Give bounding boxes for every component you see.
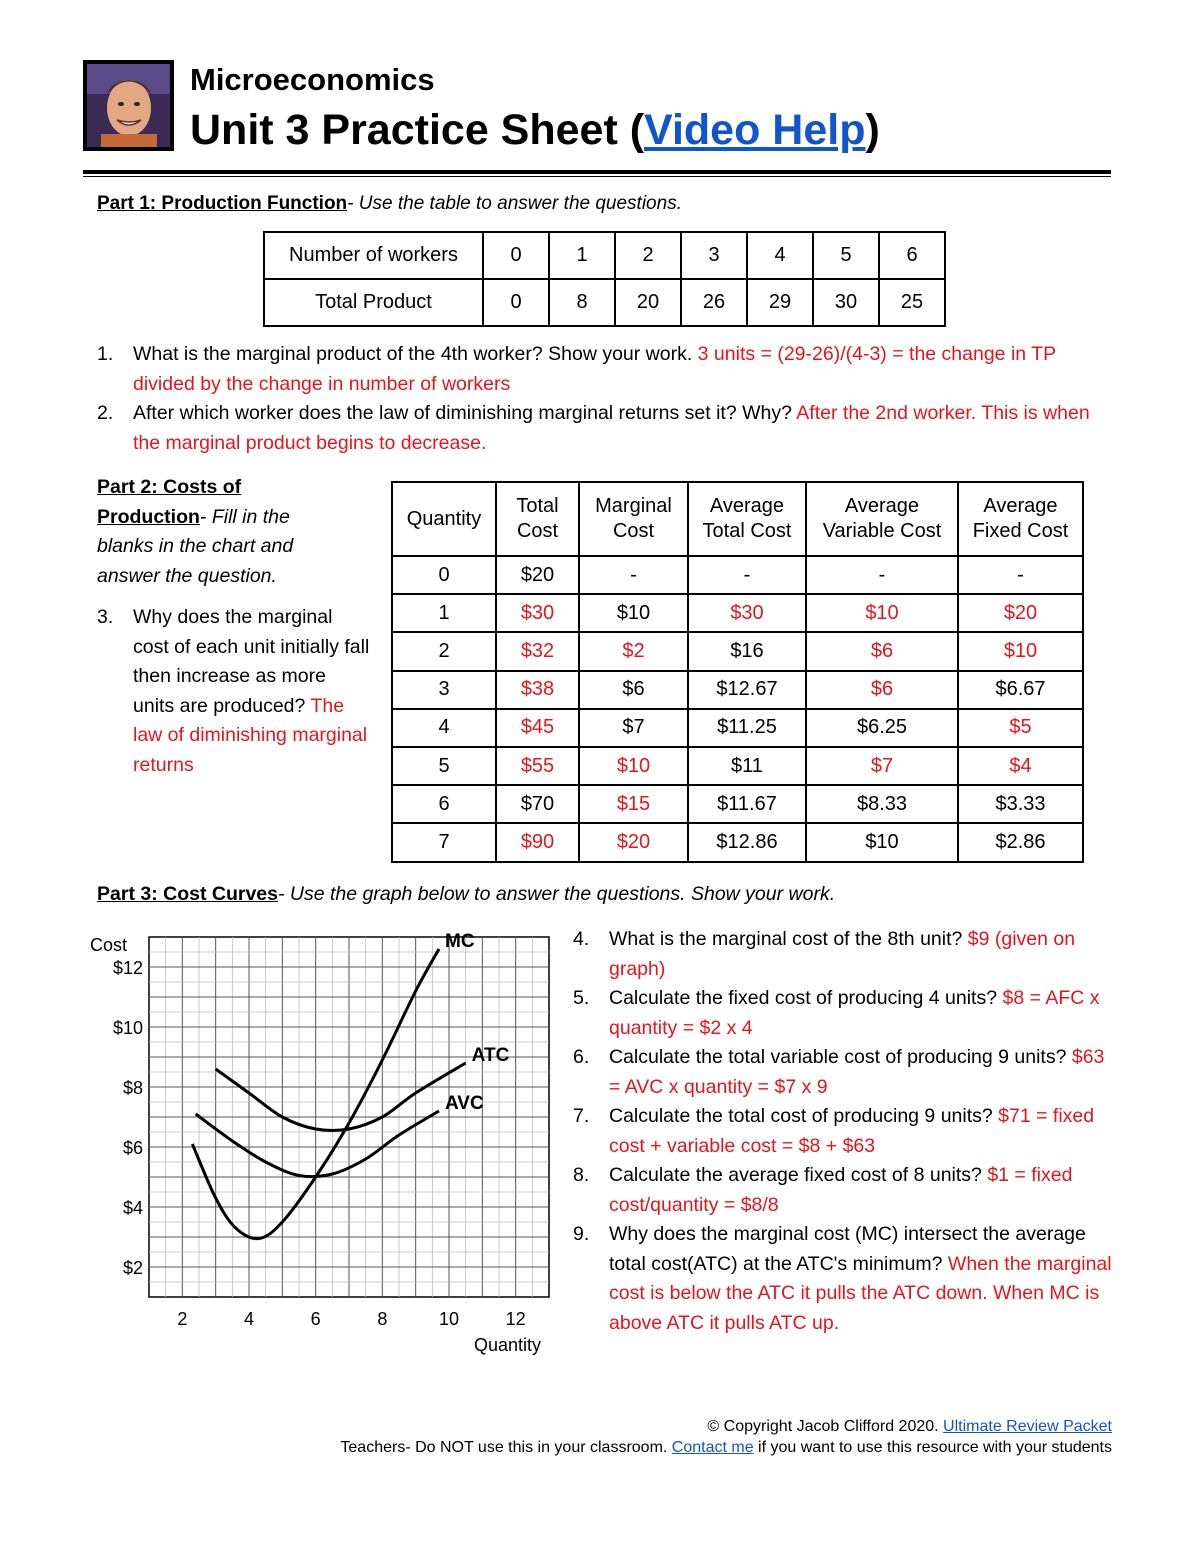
question-number: 6.: [573, 1046, 590, 1068]
cost-table-row: [392, 785, 1083, 823]
course-subtitle: Microeconomics: [190, 62, 435, 97]
cost-table-cell: $45: [496, 709, 579, 747]
cost-table-cell: 0: [392, 556, 496, 594]
cost-table-header-line: Total Cost: [702, 520, 792, 542]
cost-table-cell: $7: [806, 747, 958, 785]
cost-table-cell: $10: [579, 594, 688, 632]
cost-table-cell: $12.67: [688, 671, 806, 709]
production-row-label: Number of workers: [264, 232, 483, 279]
cost-table-row: [392, 632, 1083, 670]
question-text: Why does the marginal cost of each unit initially fall then increase as more units are produced?: [133, 606, 370, 717]
series-label-mc: MC: [445, 931, 475, 952]
cost-table-header-line: Average: [844, 495, 920, 517]
production-cell: 2: [615, 232, 681, 279]
cost-table-header: [496, 482, 579, 556]
cost-table-cell: 1: [392, 594, 496, 632]
cost-table-cell: $11.25: [688, 709, 806, 747]
cost-table-header-row: [392, 482, 1083, 556]
cost-table-cell: $11: [688, 747, 806, 785]
cost-table-cell: $10: [806, 594, 958, 632]
production-table: [263, 231, 946, 327]
cost-table-cell: 6: [392, 785, 496, 823]
part2-questions: [97, 603, 372, 780]
cost-table-header-line: Average: [709, 495, 785, 517]
footer: [340, 1416, 1112, 1458]
production-row-workers: [264, 232, 945, 279]
production-cell: 4: [747, 232, 813, 279]
y-tick-label: $12: [112, 958, 143, 978]
cost-table-header: [688, 482, 806, 556]
question-number: 3.: [97, 606, 114, 628]
question-answer: After the 2nd worker. This is when the marginal product begins to decrease.: [133, 402, 1090, 454]
cost-table-cell: 7: [392, 823, 496, 861]
question-text: What is the marginal product of the 4th worker? Show your work.: [133, 343, 698, 365]
cost-table-cell: 5: [392, 747, 496, 785]
cost-table-row: [392, 747, 1083, 785]
cost-table-cell: -: [579, 556, 688, 594]
cost-table-cell: $7: [579, 709, 688, 747]
question-item: [573, 1220, 1118, 1338]
question-number: 2.: [97, 402, 114, 424]
page-title-prefix: Unit 3 Practice Sheet (: [190, 106, 645, 154]
cost-table-header: [579, 482, 688, 556]
production-cell: 26: [681, 279, 747, 326]
footer-notice: [340, 1437, 1112, 1458]
header-divider-thin: [83, 176, 1111, 177]
question-item: [97, 603, 372, 780]
cost-table-cell: $70: [496, 785, 579, 823]
cost-table-header-line: Variable Cost: [822, 520, 942, 542]
production-cell: 30: [813, 279, 879, 326]
question-text: What is the marginal cost of the 8th unit?: [609, 928, 968, 950]
question-answer: The law of diminishing marginal returns: [133, 694, 368, 776]
cost-table-header-line: Quantity: [406, 507, 482, 530]
page-title-suffix: ): [865, 106, 880, 154]
question-text: Calculate the total cost of producing 9 units?: [609, 1105, 999, 1127]
y-tick-label: $10: [112, 1018, 143, 1038]
cost-table-cell: $6: [579, 671, 688, 709]
question-text: Calculate the total variable cost of producing 9 units?: [609, 1046, 1072, 1068]
cost-table-header: [392, 482, 496, 556]
cost-table-row: [392, 671, 1083, 709]
question-item: [573, 1102, 1118, 1161]
series-label-avc: AVC: [445, 1093, 484, 1114]
production-cell: 3: [681, 232, 747, 279]
contact-me-link[interactable]: Contact me: [671, 1439, 754, 1456]
y-tick-label: $4: [122, 1198, 143, 1218]
question-item: [573, 1161, 1118, 1220]
cost-table-cell: $10: [806, 823, 958, 861]
question-number: 4.: [573, 928, 590, 950]
question-text: Why does the marginal cost (MC) intersect the average total cost(ATC) at the ATC's minimum?: [609, 1223, 1086, 1275]
y-tick-label: $2: [122, 1258, 143, 1278]
production-cell: 20: [615, 279, 681, 326]
question-item: [97, 399, 1107, 458]
x-tick-label: 10: [438, 1309, 460, 1329]
cost-table-row: [392, 594, 1083, 632]
cost-table-cell: $11.67: [688, 785, 806, 823]
cost-table-cell: $20: [958, 594, 1083, 632]
video-help-link[interactable]: Video Help: [644, 106, 866, 154]
part3-heading: [97, 883, 835, 906]
cost-table-cell: $4: [958, 747, 1083, 785]
production-row-total-product: [264, 279, 945, 326]
production-cell: 25: [879, 279, 945, 326]
question-item: [573, 925, 1118, 984]
production-cell: 0: [483, 279, 549, 326]
cost-table-cell: $6: [806, 632, 958, 670]
series-label-atc: ATC: [471, 1045, 510, 1066]
cost-table-header: [806, 482, 958, 556]
production-row-label: Total Product: [264, 279, 483, 326]
part1-instruction: - Use the table to answer the questions.: [347, 193, 682, 214]
cost-table-cell: $38: [496, 671, 579, 709]
cost-table-cell: $6.67: [958, 671, 1083, 709]
question-number: 8.: [573, 1164, 590, 1186]
production-cell: 0: [483, 232, 549, 279]
x-tick-label: 8: [377, 1309, 388, 1329]
part2-title: Part 2: Costs of Production: [97, 476, 242, 528]
question-item: [97, 340, 1107, 399]
question-number: 1.: [97, 343, 114, 365]
cost-table-cell: -: [688, 556, 806, 594]
production-cell: 5: [813, 232, 879, 279]
cost-table-cell: $6: [806, 671, 958, 709]
cost-table-cell: 3: [392, 671, 496, 709]
x-tick-label: 6: [310, 1309, 321, 1329]
cost-table-body: [392, 482, 1083, 862]
y-tick-label: $8: [122, 1078, 143, 1098]
question-answer: $1 = fixed cost/quantity = $8/8: [609, 1164, 1073, 1216]
footer-copyright: [340, 1416, 1112, 1437]
cost-table-header: [958, 482, 1083, 556]
cost-table-cell: $10: [579, 747, 688, 785]
cost-table-cell: $3.33: [958, 785, 1083, 823]
cost-table-row: [392, 709, 1083, 747]
part2-heading: [97, 473, 347, 591]
question-answer: $63 = AVC x quantity = $7 x 9: [609, 1046, 1105, 1098]
question-item: [573, 1043, 1118, 1102]
cost-table-header-line: Total: [516, 495, 559, 517]
x-tick-label: 4: [243, 1309, 255, 1329]
cost-table-cell: $8.33: [806, 785, 958, 823]
author-photo-illustration: [87, 64, 170, 147]
question-text: After which worker does the law of diminishing marginal returns set it? Why?: [133, 402, 797, 424]
production-cell: 6: [879, 232, 945, 279]
header-divider: [83, 170, 1111, 174]
x-axis-label: Quantity: [473, 1335, 541, 1355]
cost-table-header-line: Average: [983, 495, 1058, 517]
cost-table-cell: $16: [688, 632, 806, 670]
cost-table-row: [392, 823, 1083, 861]
cost-table-cell: 4: [392, 709, 496, 747]
cost-table-cell: $12.86: [688, 823, 806, 861]
cost-table-cell: $2.86: [958, 823, 1083, 861]
notice-text: Teachers- Do NOT use this in your classroom.: [340, 1439, 672, 1456]
cost-table-cell: -: [806, 556, 958, 594]
question-answer: 3 units = (29-26)/(4-3) = the change in TP divided by the change in number of workers: [133, 343, 1056, 395]
cost-table-cell: $90: [496, 823, 579, 861]
page-title: [190, 106, 880, 155]
cost-table-cell: $32: [496, 632, 579, 670]
production-cell: 29: [747, 279, 813, 326]
cost-table: [391, 481, 1084, 863]
x-tick-label: 12: [505, 1309, 526, 1329]
part3-questions: [573, 925, 1118, 1338]
copyright-text: © Copyright Jacob Clifford 2020.: [707, 1418, 944, 1435]
chart-grid: [149, 937, 549, 1297]
question-answer: $8 = AFC x quantity = $2 x 4: [609, 987, 1100, 1039]
cost-table-cell: $10: [958, 632, 1083, 670]
cost-table-cell: $20: [496, 556, 579, 594]
x-tick-label: 2: [177, 1309, 188, 1329]
question-number: 9.: [573, 1223, 590, 1245]
cost-table-cell: $2: [579, 632, 688, 670]
cost-table-header-line: Fixed Cost: [972, 520, 1069, 542]
part2-instruction: - Fill in the blanks in the chart and answer the question.: [97, 505, 294, 587]
cost-table-cell: $30: [496, 594, 579, 632]
part3-title: Part 3: Cost Curves: [97, 883, 278, 905]
production-cell: 8: [549, 279, 615, 326]
cost-curves-chart: [84, 925, 554, 1360]
question-item: [573, 984, 1118, 1043]
author-photo: [83, 60, 174, 151]
production-cell: 1: [549, 232, 615, 279]
question-text: Calculate the fixed cost of producing 4 units?: [609, 987, 1003, 1009]
part1-title: Part 1: Production Function: [97, 193, 348, 214]
cost-table-cell: $30: [688, 594, 806, 632]
question-number: 7.: [573, 1105, 590, 1127]
cost-table-header-line: Cost: [516, 520, 559, 542]
cost-table-header-line: Marginal: [595, 495, 672, 517]
cost-table-cell: -: [958, 556, 1083, 594]
cost-table-cell: $20: [579, 823, 688, 861]
ultimate-review-packet-link[interactable]: Ultimate Review Packet: [943, 1418, 1112, 1435]
question-text: Calculate the average fixed cost of 8 units?: [609, 1164, 988, 1186]
cost-table-cell: 2: [392, 632, 496, 670]
y-tick-label: $6: [122, 1138, 143, 1158]
cost-table-cell: $5: [958, 709, 1083, 747]
question-number: 5.: [573, 987, 590, 1009]
notice-suffix: if you want to use this resource with your students: [753, 1439, 1112, 1456]
part3-instruction: - Use the graph below to answer the questions. Show your work.: [277, 883, 836, 905]
question-answer: When the marginal cost is below the ATC it pulls the ATC down. When MC is above ATC it pulls ATC up.: [609, 1252, 1112, 1334]
cost-table-header-line: Cost: [612, 520, 655, 542]
question-answer: $9 (given on graph): [609, 928, 1076, 980]
cost-table-cell: $6.25: [806, 709, 958, 747]
y-axis-label: Cost: [90, 935, 128, 955]
cost-table-cell: $55: [496, 747, 579, 785]
part1-heading: [97, 193, 682, 215]
part1-questions: [97, 340, 1107, 458]
cost-table-cell: $15: [579, 785, 688, 823]
cost-table-row: [392, 556, 1083, 594]
question-answer: $71 = fixed cost + variable cost = $8 + $63: [609, 1105, 1095, 1157]
